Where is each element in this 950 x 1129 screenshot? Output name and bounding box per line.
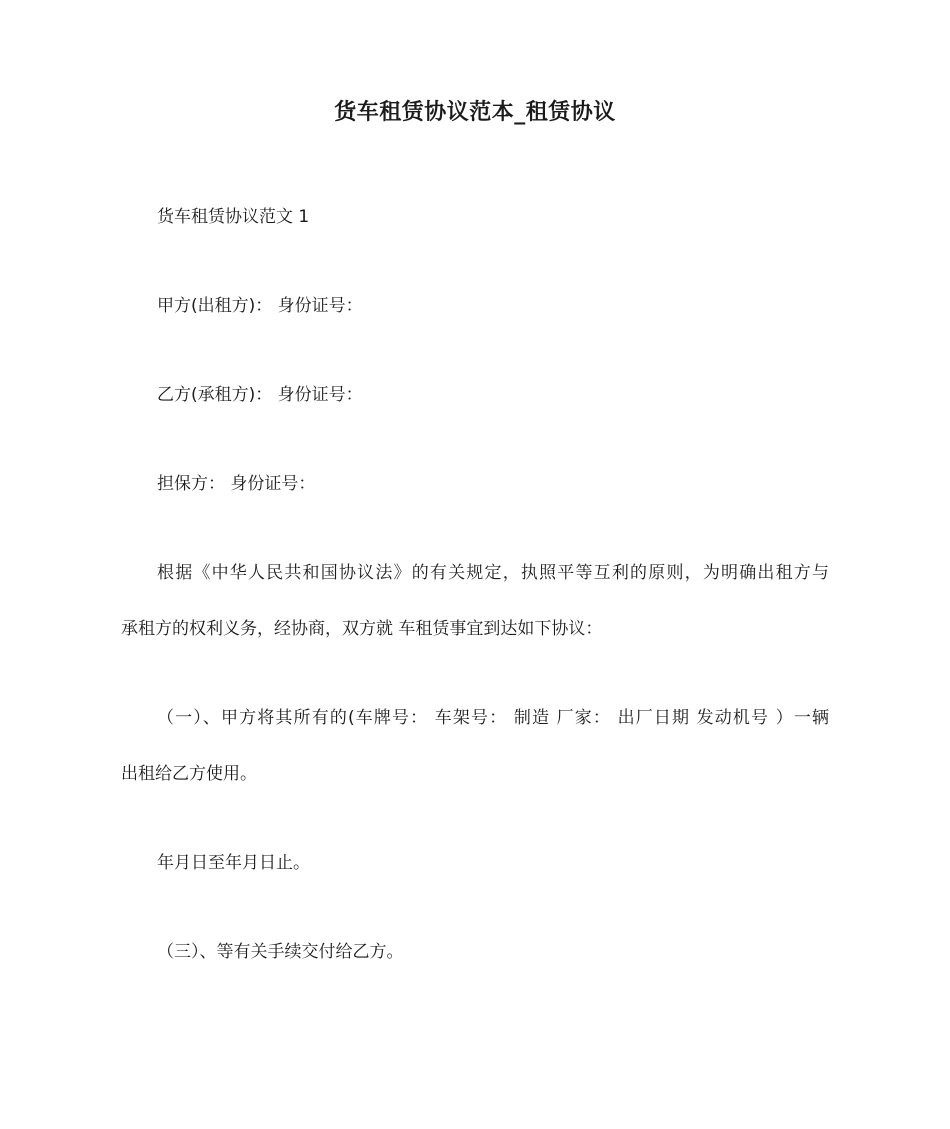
agreement-heading: 货车租赁协议范文 1 (157, 207, 310, 227)
clause-1-line-2: 出租给乙方使用。 (121, 764, 257, 784)
party-a-line: 甲方(出租方)： 身份证号： (157, 296, 363, 316)
guarantor-line: 担保方： 身份证号： (157, 474, 316, 494)
document-title: 货车租赁协议范本_租赁协议 (334, 100, 616, 125)
clause-1-line-1: （一）、甲方将其所有的(车牌号： 车架号： 制造 厂家： 出厂日期 发动机号 ）一辆 (157, 708, 829, 728)
rental-period-line: 年月日至年月日止。 (157, 853, 310, 873)
intro-paragraph-line-2: 承租方的权利义务，经协商，双方就 车租赁事宜到达如下协议： (121, 619, 603, 639)
party-b-line: 乙方(承租方)： 身份证号： (157, 385, 363, 405)
clause-3-line: （三）、等有关手续交付给乙方。 (157, 942, 404, 962)
intro-paragraph-line-1: 根据《中华人民共和国协议法》的有关规定，执照平等互利的原则，为明确出租方与 (157, 563, 829, 583)
